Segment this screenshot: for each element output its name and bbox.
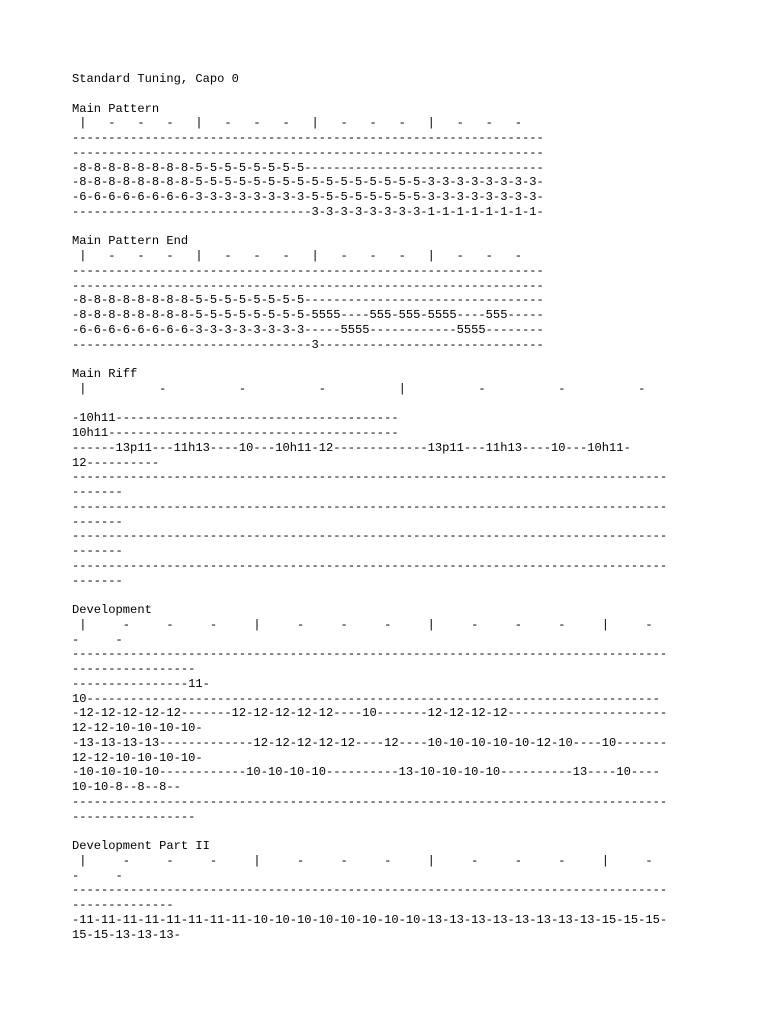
tab-line: ---------------------------------------------------------------------------------- <box>72 883 668 898</box>
tab-line: | - - - | - - - | - - - | - <box>72 853 653 868</box>
tab-line: 10h11---------------------------------------- <box>72 426 399 440</box>
tab-section <box>72 603 712 824</box>
tab-line: -10-10-10-10------------10-10-10-10----------13-10-10-10-10----------13----10---- <box>72 765 660 780</box>
section-title: Main Pattern <box>72 101 160 116</box>
tab-line: ----------------------------------------------------------------- <box>72 145 544 160</box>
tab-line: -6-6-6-6-6-6-6-6-3-3-3-3-3-3-3-3-5-5-5-5-5-5-5-5-3-3-3-3-3-3-3-3- <box>72 190 544 204</box>
tab-line: ----------------------------------------------------------------- <box>72 263 544 278</box>
tab-line: ----------------------------------------------------------------- <box>72 131 544 145</box>
tab-line: -8-8-8-8-8-8-8-8-5-5-5-5-5-5-5-5-5555----555-555-5555----555----- <box>72 308 544 322</box>
tab-line: -8-8-8-8-8-8-8-8-5-5-5-5-5-5-5-5--------------------------------- <box>72 293 544 308</box>
tab-line: ------- <box>72 485 123 499</box>
tab-section <box>72 839 712 942</box>
tab-line: ---------------------------------------------------------------------------------- <box>72 529 668 544</box>
tab-line: ---------------------------------------------------------------------------------- <box>72 470 668 485</box>
section-title: Main Riff <box>72 367 138 381</box>
tab-line: ------13p11---11h13----10---10h11-12-------------13p11---11h13----10---10h11- <box>72 440 631 455</box>
tab-line: ----------------- <box>72 662 196 676</box>
tab-line <box>72 397 712 412</box>
tab-line: ---------------------------------------------------------------------------------- <box>72 647 668 662</box>
section-title: Development <box>72 603 152 617</box>
tab-line: ------- <box>72 514 123 529</box>
tab-line: - - <box>72 868 123 883</box>
tab-section <box>72 367 712 588</box>
tab-line: -11-11-11-11-11-11-11-11-10-10-10-10-10-10-10-10-13-13-13-13-13-13-13-13-15-15-15- <box>72 912 668 927</box>
tab-line: ---------------------------------3-3-3-3-3-3-3-3-1-1-1-1-1-1-1-1- <box>72 204 544 219</box>
tab-line: 10------------------------------------------------------------------------------- <box>72 691 660 706</box>
tab-line: -8-8-8-8-8-8-8-8-5-5-5-5-5-5-5-5--------------------------------- <box>72 160 544 175</box>
tab-line: ----------------------------------------------------------------- <box>72 278 544 293</box>
tab-line: 10-10-8--8--8-- <box>72 780 181 794</box>
tab-line: -6-6-6-6-6-6-6-6-3-3-3-3-3-3-3-3-----5555------------5555-------- <box>72 322 544 337</box>
tab-line: ------- <box>72 573 123 588</box>
section-title: Development Part II <box>72 839 210 853</box>
tab-line: | - - - | - - - | - - - | - - - <box>72 249 522 263</box>
tab-document <box>72 72 712 942</box>
tab-line: 15-15-13-13-13- <box>72 927 181 942</box>
tab-line: 12-12-10-10-10-10- <box>72 721 203 735</box>
tab-line: -------------- <box>72 898 174 912</box>
tab-line: ----------------- <box>72 809 196 824</box>
tab-line: -8-8-8-8-8-8-8-8-5-5-5-5-5-5-5-5-5-5-5-5-5-5-5-5-3-3-3-3-3-3-3-3- <box>72 175 544 190</box>
sections-container <box>72 102 712 943</box>
tuning-header: Standard Tuning, Capo 0 <box>72 72 239 86</box>
tab-line: ---------------------------------------------------------------------------------- <box>72 558 668 573</box>
tab-line: | - - - | - - - | - - - | - <box>72 617 653 632</box>
tab-line: 12---------- <box>72 455 160 470</box>
tab-line: ----------------11- <box>72 676 210 691</box>
tab-section <box>72 102 712 220</box>
tab-line: -13-13-13-13-------------12-12-12-12-12----12----10-10-10-10-10-12-10----10------- <box>72 735 668 750</box>
tab-line: ---------------------------------3------------------------------- <box>72 337 544 352</box>
tab-line: | - - - | - - - | - - - | - - - <box>72 116 522 131</box>
tab-line: - - <box>72 632 123 647</box>
tab-line: ------- <box>72 544 123 558</box>
section-title: Main Pattern End <box>72 234 189 249</box>
tab-line: -10h11--------------------------------------- <box>72 411 399 426</box>
tab-line: 12-12-10-10-10-10- <box>72 750 203 765</box>
tab-line: ---------------------------------------------------------------------------------- <box>72 499 668 514</box>
tab-line: -12-12-12-12-12-------12-12-12-12-12----10-------12-12-12-12---------------------- <box>72 706 668 721</box>
tab-section <box>72 234 712 352</box>
tab-line: | - - - | - - - <box>72 381 646 396</box>
tab-line: ---------------------------------------------------------------------------------- <box>72 794 668 809</box>
